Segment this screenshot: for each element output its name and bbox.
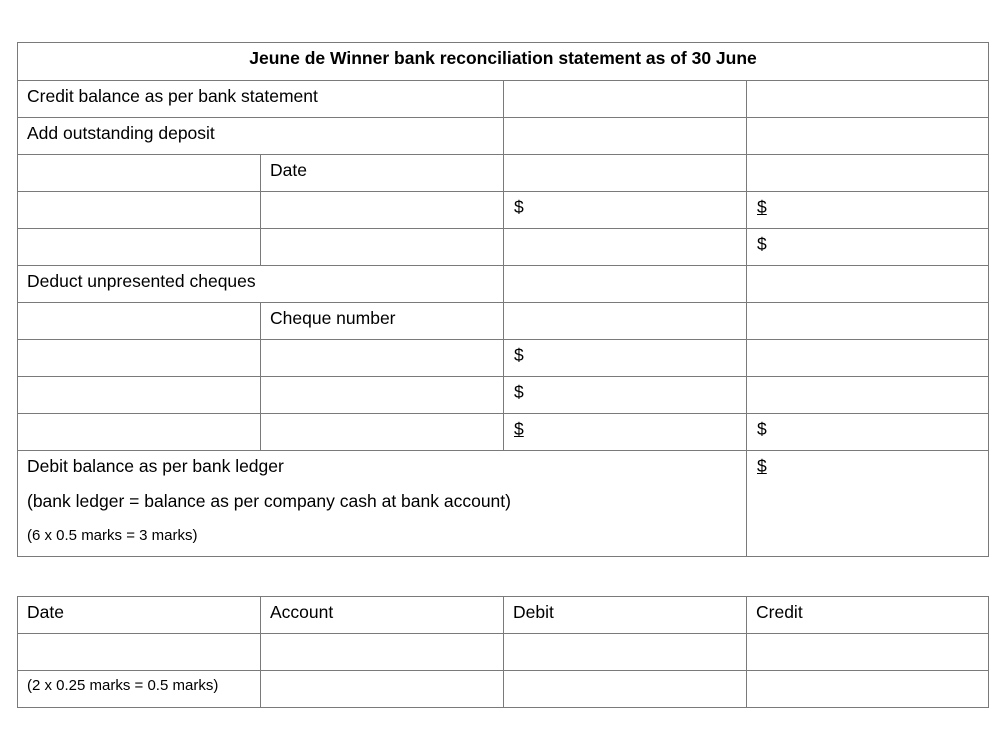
journal-header-account — [261, 597, 504, 634]
cheque-total-amount-cell — [747, 414, 989, 451]
cheque-number-header: Cheque number — [270, 308, 396, 328]
cheque-entry-row-2 — [18, 377, 989, 414]
bank-reconciliation-table — [17, 42, 989, 557]
cheque-entry-row-1 — [18, 340, 989, 377]
journal-entry-row — [18, 634, 989, 671]
deposit-total-blank-cell — [18, 229, 261, 266]
add-deposit-total-cell — [747, 118, 989, 155]
deposit-total-row — [18, 229, 989, 266]
cheque-entry-number-cell — [261, 414, 504, 451]
journal-marks-account — [261, 671, 504, 708]
deposit-header-total-cell — [747, 155, 989, 192]
cheque-blank-cell — [18, 303, 261, 340]
deduct-cheques-row — [18, 266, 989, 303]
deposit-entry-amount-cell — [504, 192, 747, 229]
journal-header-row — [18, 597, 989, 634]
cheque-entry-cell — [18, 340, 261, 377]
journal-header-debit — [504, 597, 747, 634]
reconciliation-marks-note: (6 x 0.5 marks = 3 marks) — [27, 527, 198, 544]
deposit-entry-row — [18, 192, 989, 229]
journal-header-date — [18, 597, 261, 634]
dollar-sign-underlined: $ — [514, 419, 524, 439]
statement-title-cell — [18, 43, 989, 81]
journal-marks-row — [18, 671, 989, 708]
ledger-note: (bank ledger = balance as per company cash at bank account) — [27, 491, 511, 511]
deposit-date-header-cell — [261, 155, 504, 192]
cheque-entry-total-cell — [747, 377, 989, 414]
deposit-header-subtotal-cell — [504, 155, 747, 192]
add-deposit-row — [18, 118, 989, 155]
deposit-entry-total-cell — [747, 192, 989, 229]
deposit-total-subtotal-cell — [504, 229, 747, 266]
deduct-cheques-label: Deduct unpresented cheques — [27, 271, 256, 291]
deposit-date-header: Date — [270, 160, 307, 180]
debit-balance-total-cell — [747, 451, 989, 557]
cheque-entry-amount-cell — [504, 377, 747, 414]
credit-balance-label: Credit balance as per bank statement — [27, 86, 318, 106]
deposit-header-row — [18, 155, 989, 192]
journal-marks-debit — [504, 671, 747, 708]
journal-entry-table — [17, 596, 989, 708]
title-row — [18, 43, 989, 81]
cheque-entry-row-3 — [18, 414, 989, 451]
debit-balance-label: Debit balance as per bank ledger — [27, 456, 284, 476]
journal-marks-note: (2 x 0.25 marks = 0.5 marks) — [27, 677, 219, 694]
journal-marks-cell — [18, 671, 261, 708]
dollar-sign: $ — [514, 197, 524, 217]
dollar-sign: $ — [757, 419, 767, 439]
cheque-entry-cell — [18, 414, 261, 451]
deposit-entry-cell — [18, 192, 261, 229]
journal-entry-credit — [747, 634, 989, 671]
statement-title: Jeune de Winner bank reconciliation statement as of 30 June — [249, 48, 757, 68]
credit-balance-total-cell — [747, 81, 989, 118]
credit-balance-row — [18, 81, 989, 118]
cheque-header-total-cell — [747, 303, 989, 340]
cheque-header-row — [18, 303, 989, 340]
deposit-entry-date-cell — [261, 192, 504, 229]
journal-header-credit — [747, 597, 989, 634]
journal-header-date-label: Date — [27, 602, 64, 622]
cheque-header-subtotal-cell — [504, 303, 747, 340]
deduct-cheques-label-cell — [18, 266, 504, 303]
add-deposit-subtotal-cell — [504, 118, 747, 155]
add-deposit-label: Add outstanding deposit — [27, 123, 215, 143]
journal-entry-debit — [504, 634, 747, 671]
add-deposit-label-cell — [18, 118, 504, 155]
journal-marks-credit — [747, 671, 989, 708]
credit-balance-subtotal-cell — [504, 81, 747, 118]
cheque-entry-amount-cell — [504, 340, 747, 377]
dollar-sign-underlined: $ — [757, 456, 767, 476]
dollar-sign: $ — [514, 382, 524, 402]
cheque-entry-total-cell — [747, 340, 989, 377]
journal-entry-account — [261, 634, 504, 671]
deduct-cheques-total-cell — [747, 266, 989, 303]
credit-balance-label-cell — [18, 81, 504, 118]
journal-header-credit-label: Credit — [756, 602, 803, 622]
cheque-entry-cell — [18, 377, 261, 414]
dollar-sign-underlined: $ — [757, 197, 767, 217]
deposit-total-date-cell — [261, 229, 504, 266]
dollar-sign: $ — [514, 345, 524, 365]
deduct-cheques-subtotal-cell — [504, 266, 747, 303]
cheque-entry-amount-cell — [504, 414, 747, 451]
journal-entry-date — [18, 634, 261, 671]
debit-balance-row — [18, 451, 989, 557]
journal-header-debit-label: Debit — [513, 602, 554, 622]
cheque-number-header-cell — [261, 303, 504, 340]
cheque-entry-number-cell — [261, 377, 504, 414]
debit-balance-label-cell — [18, 451, 747, 557]
journal-header-account-label: Account — [270, 602, 334, 622]
dollar-sign: $ — [757, 234, 767, 254]
cheque-entry-number-cell — [261, 340, 504, 377]
deposit-total-amount-cell — [747, 229, 989, 266]
deposit-blank-cell — [18, 155, 261, 192]
